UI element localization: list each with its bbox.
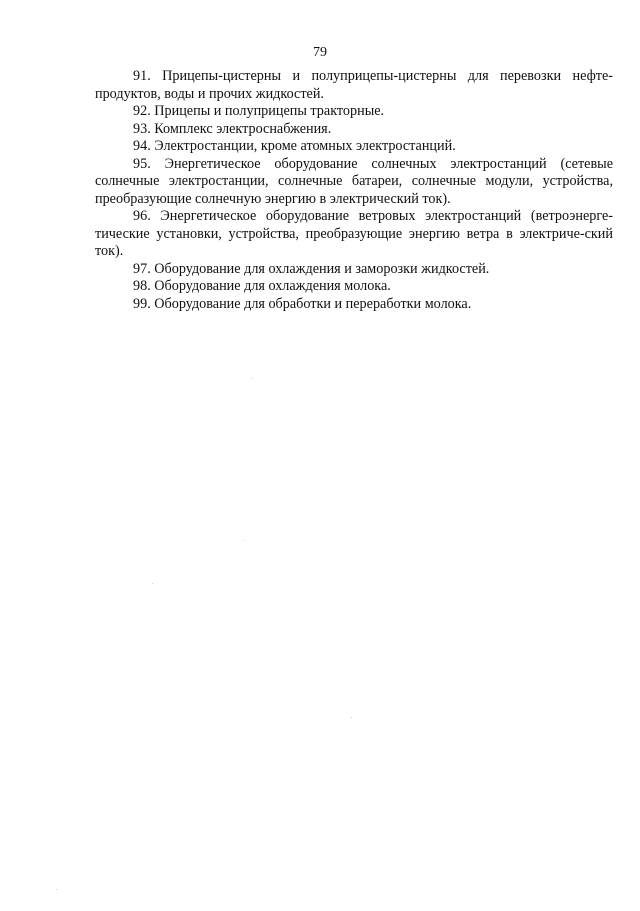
list-item-95: 95. Энергетическое оборудование солнечных электростанций (сетевые солнечные электростанции, солнечные батареи, солнечные модули, устройства, преобразующие солнечную энергию в электрический ток). bbox=[95, 155, 613, 207]
scan-speck bbox=[152, 583, 153, 584]
list-item-97: 97. Оборудование для охлаждения и заморозки жидкостей. bbox=[133, 260, 490, 277]
scan-speck bbox=[252, 378, 253, 379]
list-item-94: 94. Электростанции, кроме атомных электростанций. bbox=[133, 138, 456, 154]
list-item-96: 96. Энергетическое оборудование ветровых электростанций (ветроэнерге-тические установки, устройства, преобразующие энергию ветра в электриче-ский ток). bbox=[95, 208, 613, 259]
page-number: 79 bbox=[313, 45, 327, 60]
list-item-91: 91. Прицепы-цистерны и полуприцепы-цистерны для перевозки нефте-продуктов, воды и прочих жидкостей. bbox=[95, 68, 613, 102]
scan-speck bbox=[56, 889, 57, 890]
list-item-98: 98. Оборудование для охлаждения молока. bbox=[133, 278, 391, 294]
list-item-99: 99. Оборудование для обработки и переработки молока. bbox=[133, 295, 472, 312]
item-list bbox=[95, 68, 613, 313]
list-item-93: 93. Комплекс электроснабжения. bbox=[133, 120, 332, 137]
scan-speck bbox=[244, 540, 245, 541]
list-item-92: 92. Прицепы и полуприцепы тракторные. bbox=[133, 103, 385, 119]
scan-speck bbox=[351, 717, 352, 718]
